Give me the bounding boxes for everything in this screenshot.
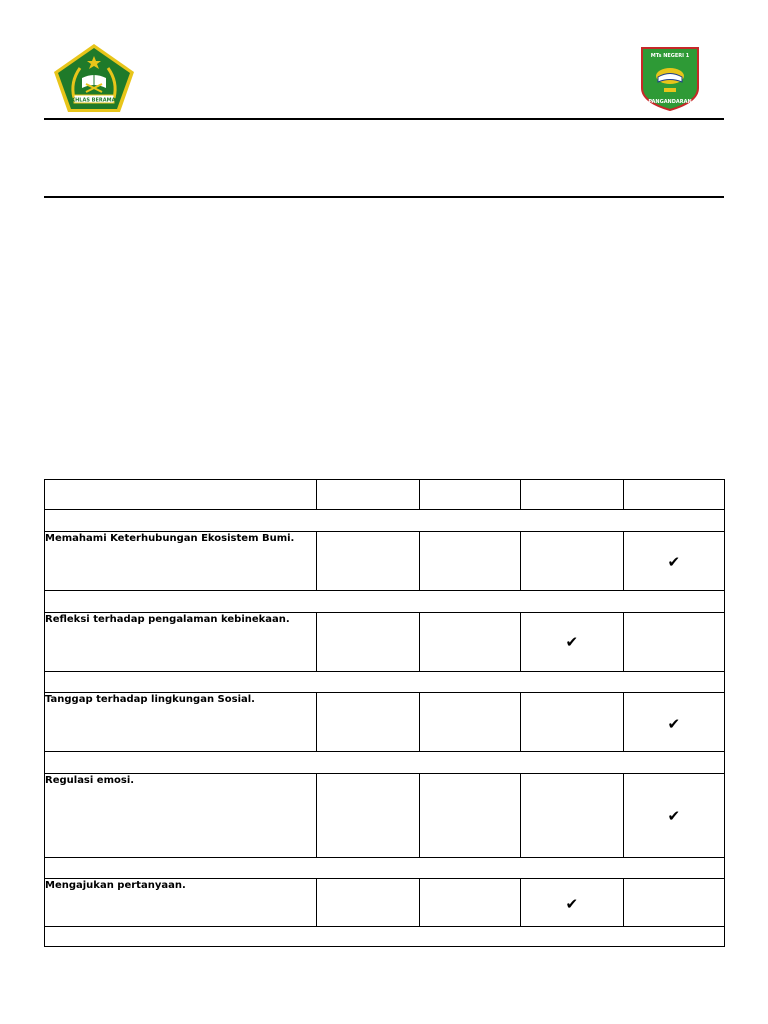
right-emblem-bottom-text: PANGANDARAN <box>648 99 692 105</box>
row-label: Regulasi emosi. <box>45 774 317 858</box>
table-row <box>45 774 725 858</box>
table-row <box>45 613 725 672</box>
section-row <box>45 752 725 774</box>
row-label: Memahami Keterhubungan Ekosistem Bumi. <box>45 532 317 591</box>
assessment-table <box>44 479 725 947</box>
section-row <box>45 510 725 532</box>
mts-negeri-emblem-icon <box>639 44 701 112</box>
section-row <box>45 858 725 879</box>
section-row <box>45 672 725 693</box>
header-cell <box>623 480 725 510</box>
header-rule-bottom <box>44 196 724 198</box>
check-cell <box>623 532 725 591</box>
left-emblem-motto: IKHLAS BERAMAL <box>69 97 119 104</box>
kemenag-emblem-icon <box>52 42 136 114</box>
row-label: Tanggap terhadap lingkungan Sosial. <box>45 693 317 752</box>
right-emblem-top-text: MTs NEGERI 1 <box>650 53 690 59</box>
check-mark-icon: ✔ <box>667 715 681 733</box>
table-row <box>45 879 725 927</box>
row-label: Mengajukan pertanyaan. <box>45 879 317 927</box>
section-row <box>45 927 725 947</box>
header-rule-top <box>44 118 724 120</box>
section-row <box>45 591 725 613</box>
check-cell <box>521 613 623 672</box>
check-mark-icon: ✔ <box>667 807 681 825</box>
header-cell <box>45 480 317 510</box>
table-row <box>45 532 725 591</box>
header-cell <box>419 480 520 510</box>
header-cell <box>317 480 419 510</box>
header-cell <box>521 480 623 510</box>
row-label: Refleksi terhadap pengalaman kebinekaan. <box>45 613 317 672</box>
check-cell <box>623 774 725 858</box>
check-mark-icon: ✔ <box>667 553 681 571</box>
check-cell <box>521 879 623 927</box>
check-cell <box>623 693 725 752</box>
table-header-row <box>45 480 725 510</box>
check-mark-icon: ✔ <box>565 633 579 651</box>
check-mark-icon: ✔ <box>565 895 579 913</box>
table-row <box>45 693 725 752</box>
